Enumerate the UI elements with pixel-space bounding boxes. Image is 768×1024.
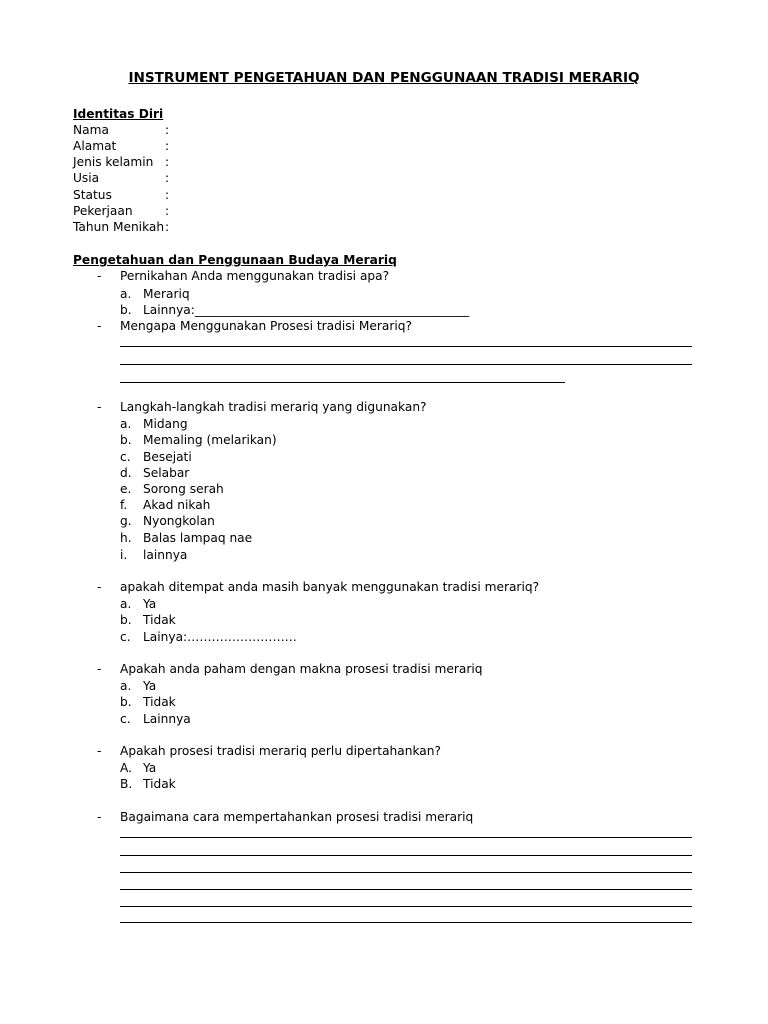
section-heading: Pengetahuan dan Penggunaan Budaya Merariq	[73, 253, 397, 267]
question-bullet: -	[97, 580, 102, 594]
option-marker: i.	[120, 548, 128, 562]
field-usia: Usia	[73, 171, 100, 185]
option-marker: c.	[120, 630, 131, 644]
field-colon: :	[165, 139, 170, 153]
option-text: Sorong serah	[143, 482, 224, 496]
option-marker: a.	[120, 287, 132, 301]
question-text: apakah ditempat anda masih banyak menggunakan tradisi merariq?	[120, 580, 540, 594]
option-text: Besejati	[143, 450, 192, 464]
option-text: Tidak	[143, 695, 176, 709]
identity-heading: Identitas Diri	[73, 107, 164, 121]
option-marker: e.	[120, 482, 132, 496]
option-marker: a.	[120, 417, 132, 431]
option-text: Lainnya	[143, 712, 191, 726]
option-marker: A.	[120, 761, 132, 775]
question-bullet: -	[97, 269, 102, 283]
answer-line	[120, 382, 565, 383]
field-colon: :	[165, 188, 170, 202]
question-text: Apakah anda paham dengan makna prosesi tradisi merariq	[120, 662, 483, 676]
answer-line	[120, 922, 692, 923]
question-text: Bagaimana cara mempertahankan prosesi tradisi merariq	[120, 810, 474, 824]
option-text: Midang	[143, 417, 188, 431]
option-text: Lainya:………………………	[143, 630, 297, 644]
option-text: Akad nikah	[143, 498, 211, 512]
option-text: Ya	[143, 597, 157, 611]
question-text: Apakah prosesi tradisi merariq perlu dipertahankan?	[120, 744, 441, 758]
field-colon: :	[165, 123, 170, 137]
option-marker: g.	[120, 514, 132, 528]
field-status: Status	[73, 188, 112, 202]
option-marker: b.	[120, 303, 132, 317]
field-alamat: Alamat	[73, 139, 117, 153]
field-jenis-kelamin: Jenis kelamin	[73, 155, 154, 169]
option-marker: b.	[120, 613, 132, 627]
option-text: Tidak	[143, 777, 176, 791]
field-nama: Nama	[73, 123, 109, 137]
option-text: Merariq	[143, 287, 190, 301]
answer-line	[120, 889, 692, 890]
question-text: Mengapa Menggunakan Prosesi tradisi Merariq?	[120, 319, 412, 333]
option-marker: B.	[120, 777, 133, 791]
option-marker: f.	[120, 498, 128, 512]
document-title: INSTRUMENT PENGETAHUAN DAN PENGGUNAAN TRADISI MERARIQ	[128, 70, 640, 86]
option-text: Nyongkolan	[143, 514, 215, 528]
option-text: Selabar	[143, 466, 190, 480]
option-marker: a.	[120, 597, 132, 611]
field-colon: :	[165, 204, 170, 218]
field-colon: :	[165, 155, 170, 169]
option-text: Ya	[143, 761, 157, 775]
answer-line	[120, 837, 692, 838]
question-bullet: -	[97, 744, 102, 758]
answer-line	[120, 906, 692, 907]
answer-line	[120, 346, 692, 347]
option-marker: b.	[120, 695, 132, 709]
option-marker: h.	[120, 531, 132, 545]
option-marker: d.	[120, 466, 132, 480]
question-text: Langkah-langkah tradisi merariq yang digunakan?	[120, 400, 427, 414]
option-marker: c.	[120, 450, 131, 464]
option-marker: b.	[120, 433, 132, 447]
option-text: lainnya	[143, 548, 188, 562]
option-marker: a.	[120, 679, 132, 693]
question-bullet: -	[97, 400, 102, 414]
option-marker: c.	[120, 712, 131, 726]
option-text: Lainnya:_____________________________________________	[143, 303, 470, 317]
field-colon: :	[165, 220, 170, 234]
question-bullet: -	[97, 810, 102, 824]
option-text: Tidak	[143, 613, 176, 627]
option-text: Balas lampaq nae	[143, 531, 253, 545]
answer-line	[120, 855, 692, 856]
question-bullet: -	[97, 319, 102, 333]
option-text: Ya	[143, 679, 157, 693]
field-tahun-menikah: Tahun Menikah	[73, 220, 165, 234]
question-bullet: -	[97, 662, 102, 676]
field-pekerjaan: Pekerjaan	[73, 204, 133, 218]
question-text: Pernikahan Anda menggunakan tradisi apa?	[120, 269, 390, 283]
answer-line	[120, 364, 692, 365]
field-colon: :	[165, 171, 170, 185]
option-text: Memaling (melarikan)	[143, 433, 277, 447]
answer-line	[120, 872, 692, 873]
